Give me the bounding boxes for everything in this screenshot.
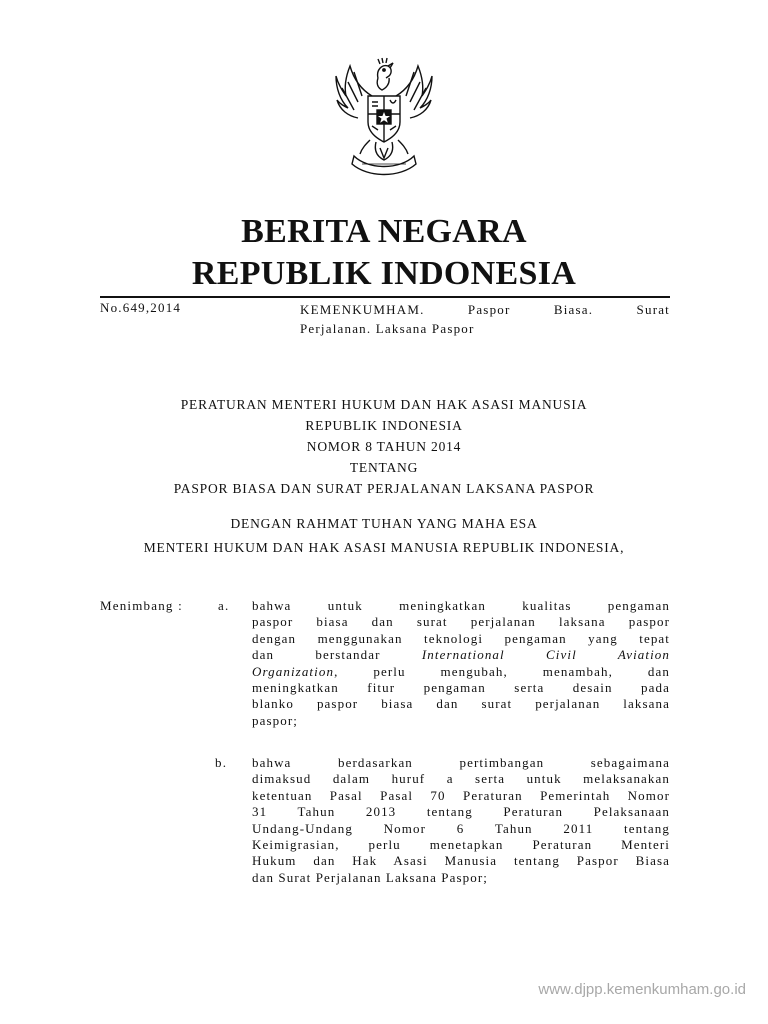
- masthead-title-line2: REPUBLIK INDONESIA: [191, 255, 577, 292]
- text-line: Undang-Undang Nomor 6 Tahun 2011 tentang: [252, 820, 670, 836]
- preamble-greeting: DENGAN RAHMAT TUHAN YANG MAHA ESA: [230, 516, 538, 531]
- text-line: meningkatkan fitur pengaman serta desain pada: [252, 680, 670, 696]
- italic-term: Organization: [252, 663, 335, 679]
- regulation-title-line5: PASPOR BIASA DAN SURAT PERJALANAN LAKSANA PASPOR: [173, 481, 595, 496]
- text-line: bahwa untuk meningkatkan kualitas pengaman: [252, 598, 670, 613]
- text-line: dengan menggunakan teknologi pengaman yang tepat: [252, 630, 670, 646]
- text-line: [252, 647, 670, 663]
- considering-item-b-text: [252, 755, 670, 886]
- text-line: 31 Tahun 2013 tentang Peraturan Pelaksanaan: [252, 804, 670, 820]
- gazette-topic-line1: KEMENKUMHAM. Paspor Biasa. Surat: [300, 302, 670, 317]
- gazette-number: No.649,2014: [100, 300, 182, 315]
- text-line: dimaksud dalam huruf a serta untuk melaksanakan: [252, 771, 670, 787]
- text-line: Hukum dan Hak Asasi Manusia tentang Paspor Biasa: [252, 853, 670, 869]
- text-line: ketentuan Pasal Pasal 70 Peraturan Pemerintah Nomor: [252, 787, 670, 803]
- text-fragment: dan berstandar: [252, 647, 381, 663]
- text-line: [252, 664, 670, 680]
- text-line: paspor;: [252, 712, 298, 728]
- regulation-title-line3: NOMOR 8 TAHUN 2014: [306, 439, 462, 454]
- masthead-divider: [100, 296, 670, 298]
- text-line: paspor biasa dan surat perjalanan laksana paspor: [252, 614, 670, 630]
- text-fragment: , perlu mengubah, menambah, dan: [334, 663, 670, 679]
- gazette-topic: [300, 300, 670, 338]
- regulation-title-line2: REPUBLIK INDONESIA: [305, 418, 463, 433]
- regulation-title-line1: PERATURAN MENTERI HUKUM DAN HAK ASASI MANUSIA: [180, 397, 588, 412]
- footer-watermark-url[interactable]: www.djpp.kemenkumham.go.id: [538, 981, 746, 998]
- considering-item-a-mark: a.: [218, 598, 230, 613]
- preamble-minister: MENTERI HUKUM DAN HAK ASASI MANUSIA REPUBLIK INDONESIA,: [143, 540, 625, 555]
- text-line: Keimigrasian, perlu menetapkan Peraturan Menteri: [252, 837, 670, 853]
- italic-term: International Civil Aviation: [421, 647, 671, 663]
- text-line: blanko paspor biasa dan surat perjalanan laksana: [252, 696, 670, 712]
- gazette-topic-line2: Perjalanan. Laksana Paspor: [300, 321, 475, 336]
- regulation-title: [0, 394, 768, 499]
- considering-item-b-mark: b.: [215, 755, 228, 770]
- garuda-pancasila-emblem-icon: [332, 56, 436, 184]
- text-line: bahwa berdasarkan pertimbangan sebagaimana: [252, 755, 670, 770]
- regulation-title-line4: TENTANG: [349, 460, 419, 475]
- considering-item-a-text: [252, 598, 670, 729]
- text-line: dan Surat Perjalanan Laksana Paspor;: [252, 869, 488, 885]
- considering-label: Menimbang :: [100, 598, 183, 613]
- masthead-title-line1: BERITA NEGARA: [241, 213, 527, 250]
